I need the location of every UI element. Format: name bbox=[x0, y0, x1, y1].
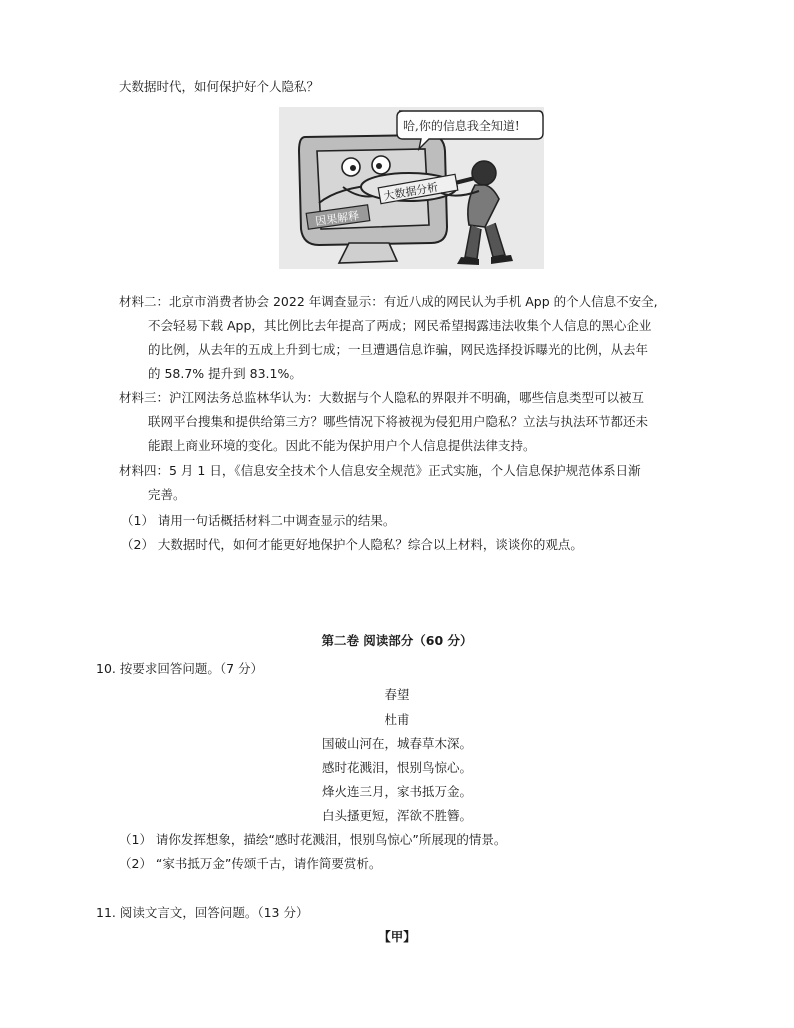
material2-line-4: 的 58.7% 提升到 83.1%。 bbox=[148, 366, 302, 381]
question11-part-label: 【甲】 bbox=[378, 929, 416, 944]
question10-sub2: （2） “家书抵万金”传颂千古，请作简要赏析。 bbox=[119, 856, 382, 871]
cartoon-illustration bbox=[279, 107, 544, 269]
material2-line-1: 材料二：北京市消费者协会 2022 年调查显示：有近八成的网民认为手机 App 的个人信息不安全, bbox=[119, 294, 658, 309]
question9-sub1: （1） 请用一句话概括材料二中调查显示的结果。 bbox=[121, 513, 396, 528]
material2-line-2: 不会轻易下载 App，其比例比去年提高了两成；网民希望揭露违法收集个人信息的黑心企业 bbox=[148, 318, 652, 333]
material4-line-2: 完善。 bbox=[148, 487, 186, 502]
poem-line-2: 感时花溅泪，恨别鸟惊心。 bbox=[321, 760, 472, 775]
question10-sub1: （1） 请你发挥想象，描绘“感时花溅泪，恨别鸟惊心”所展现的情景。 bbox=[119, 832, 507, 847]
material3-line-1: 材料三：沪江网法务总监林华认为：大数据与个人隐私的界限并不明确，哪些信息类型可以被互 bbox=[119, 390, 645, 405]
poem-author: 杜甫 bbox=[384, 712, 410, 727]
material3-line-3: 能跟上商业环境的变化。因此不能为保护用户个人信息提供法律支持。 bbox=[148, 438, 536, 453]
cartoon-banner-2: 因果解释 bbox=[314, 209, 360, 229]
poem-line-1: 国破山河在，城春草木深。 bbox=[321, 736, 472, 751]
section-heading: 大数据时代，如何保护好个人隐私？ bbox=[119, 79, 320, 94]
cartoon-banner-1: 大数据分析 bbox=[382, 180, 440, 203]
material4-line-1: 材料四：5 月 1 日，《信息安全技术个人信息安全规范》正式实施，个人信息保护规范体系日渐 bbox=[119, 463, 641, 478]
cartoon-speech-text: 哈,你的信息我全知道! bbox=[403, 119, 520, 133]
poem-line-4: 白头搔更短，浑欲不胜簪。 bbox=[321, 808, 472, 823]
poem-title: 春望 bbox=[384, 687, 410, 702]
part2-title: 第二卷 阅读部分（60 分） bbox=[321, 633, 473, 648]
question9-sub2: （2） 大数据时代，如何才能更好地保护个人隐私？综合以上材料，谈谈你的观点。 bbox=[121, 537, 583, 552]
material2-line-3: 的比例，从去年的五成上升到七成；一旦遭遇信息诈骗，网民选择投诉曝光的比例，从去年 bbox=[148, 342, 649, 357]
question11-stem: 11. 阅读文言文，回答问题。（13 分） bbox=[96, 905, 309, 920]
poem-line-3: 烽火连三月，家书抵万金。 bbox=[321, 784, 472, 799]
material3-line-2: 联网平台搜集和提供给第三方？哪些情况下将被视为侵犯用户隐私？立法与执法环节都还未 bbox=[148, 414, 649, 429]
question10-stem: 10. 按要求回答问题。（7 分） bbox=[96, 661, 264, 676]
